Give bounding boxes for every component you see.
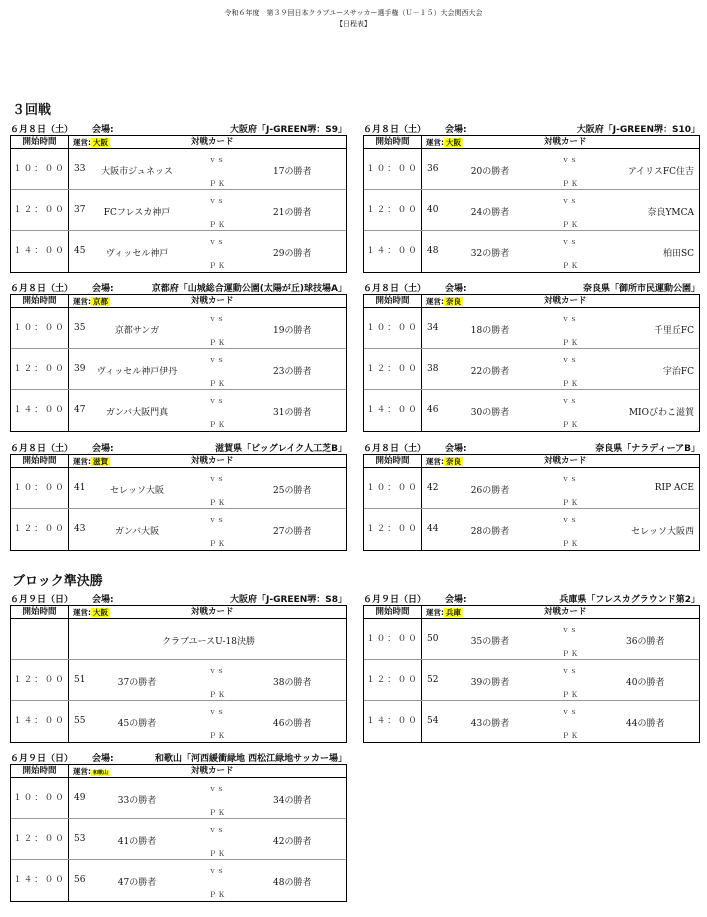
- operator-badge: 大阪: [93, 608, 108, 617]
- home-team: 47の勝者: [117, 878, 157, 888]
- away-team: 19の勝者: [273, 326, 312, 336]
- schedule-table: [363, 136, 700, 273]
- match-date: ６月９日（日）: [10, 595, 74, 605]
- venue-label: 会場:: [92, 125, 114, 135]
- document-title: 令和６年度 第３９回日本クラブユースサッカー選手権（Ｕ－１５）大会関西大会: [224, 9, 483, 17]
- away-team: 柏田SC: [662, 249, 694, 259]
- schedule-table: [10, 295, 347, 432]
- match-card-header: 対戦カード: [191, 607, 234, 617]
- table-row: [364, 619, 699, 660]
- kickoff-time: １４：００: [364, 231, 422, 272]
- table-row: [364, 390, 699, 431]
- table-row: [364, 308, 699, 349]
- table-row: [11, 860, 346, 901]
- pk-label: ＰＫ: [209, 809, 227, 817]
- vs-label: ｖｓ: [562, 315, 578, 323]
- schedule-table: [363, 455, 700, 551]
- start-time-header: 開始時間: [364, 295, 422, 308]
- venue-name: 大阪府「J-GREEN堺：S9」: [230, 125, 347, 135]
- away-team: 36の勝者: [626, 637, 665, 647]
- table-row: [11, 619, 346, 660]
- home-team: ガンバ大阪門真: [105, 408, 169, 418]
- vs-label: ｖｓ: [209, 197, 225, 205]
- match-number: 52: [427, 675, 439, 685]
- schedule-table: [10, 455, 347, 551]
- table-row: [364, 701, 699, 742]
- block-header: [10, 753, 347, 765]
- match-number: 50: [427, 634, 439, 644]
- home-team: 30の勝者: [470, 408, 510, 418]
- operator-label: 運営:: [426, 138, 444, 147]
- kickoff-time: １０：００: [364, 308, 422, 348]
- match-number: 46: [427, 405, 439, 415]
- away-team: 29の勝者: [273, 249, 312, 259]
- schedule-table: [10, 606, 347, 743]
- kickoff-time: １２：００: [11, 190, 69, 230]
- document-header: [0, 8, 707, 30]
- pk-label: ＰＫ: [209, 221, 227, 229]
- block-header: [10, 594, 347, 606]
- kickoff-time: １０：００: [11, 149, 69, 189]
- match-card-header: 対戦カード: [191, 296, 234, 306]
- away-team: 25の勝者: [273, 486, 312, 496]
- away-team: 46の勝者: [273, 719, 312, 729]
- operator-badge: 京都: [93, 297, 108, 306]
- pk-label: ＰＫ: [562, 650, 580, 658]
- table-row: [11, 468, 346, 509]
- table-row: [11, 149, 346, 190]
- vs-label: ｖｓ: [209, 156, 225, 164]
- operator-label: 運営:: [73, 138, 91, 147]
- match-number: 40: [427, 205, 439, 215]
- row-note: クラブユースU-18決勝: [161, 637, 256, 647]
- section-block-semis-title: ブロック準決勝: [12, 574, 103, 589]
- match-number: 39: [74, 364, 86, 374]
- pk-label: ＰＫ: [209, 262, 227, 270]
- venue-label: 会場:: [92, 284, 114, 294]
- kickoff-time: １２：００: [364, 190, 422, 230]
- match-date: ６月８日（土）: [363, 444, 427, 454]
- pk-label: ＰＫ: [209, 499, 227, 507]
- vs-label: ｖｓ: [562, 708, 578, 716]
- pk-label: ＰＫ: [562, 339, 580, 347]
- operator-badge: 滋賀: [93, 457, 108, 466]
- kickoff-time: １０：００: [364, 468, 422, 508]
- start-time-header: 開始時間: [11, 765, 69, 778]
- venue-label: 会場:: [92, 595, 114, 605]
- operator-label: 運営:: [73, 297, 91, 306]
- vs-label: ｖｓ: [209, 475, 225, 483]
- table-column-header: [11, 136, 346, 149]
- table-column-header: [11, 606, 346, 619]
- vs-label: ｖｓ: [209, 785, 225, 793]
- match-card-header: 対戦カード: [544, 296, 587, 306]
- venue-label: 会場:: [92, 754, 114, 764]
- home-team: 35の勝者: [470, 637, 510, 647]
- away-team: 44の勝者: [626, 719, 665, 729]
- home-team: 24の勝者: [470, 208, 510, 218]
- match-date: ６月８日（土）: [363, 125, 427, 135]
- vs-label: ｖｓ: [562, 156, 578, 164]
- home-team: 43の勝者: [470, 719, 510, 729]
- match-card-header: 対戦カード: [544, 137, 587, 147]
- venue-label: 会場:: [445, 284, 467, 294]
- kickoff-time: １４：００: [11, 701, 69, 742]
- away-team: 42の勝者: [273, 837, 312, 847]
- pk-label: ＰＫ: [209, 180, 227, 188]
- match-number: 45: [74, 246, 86, 256]
- away-team: 23の勝者: [273, 367, 312, 377]
- operator-cell: [73, 455, 110, 468]
- away-team: 40の勝者: [626, 678, 665, 688]
- operator-cell: [73, 136, 110, 149]
- kickoff-time: １０：００: [11, 308, 69, 348]
- schedule-block: [363, 443, 700, 551]
- table-row: [364, 468, 699, 509]
- home-team: 22の勝者: [470, 367, 510, 377]
- table-row: [11, 819, 346, 860]
- home-team: セレッソ大阪: [110, 486, 164, 496]
- start-time-header: 開始時間: [364, 136, 422, 149]
- home-team: ヴィッセル神戸伊丹: [96, 367, 178, 377]
- away-team: 27の勝者: [273, 527, 312, 537]
- schedule-block: [363, 594, 700, 743]
- away-team: セレッソ大阪西: [631, 527, 694, 537]
- table-column-header: [11, 295, 346, 308]
- match-number: 42: [427, 483, 439, 493]
- kickoff-time: １２：００: [11, 349, 69, 389]
- kickoff-time: １２：００: [364, 660, 422, 700]
- schedule-block: [363, 283, 700, 432]
- operator-label: 運営:: [73, 608, 91, 617]
- pk-label: ＰＫ: [209, 732, 227, 740]
- away-team: 38の勝者: [273, 678, 312, 688]
- home-team: 京都サンガ: [114, 326, 160, 336]
- document-subtitle: 【日程表】: [336, 20, 371, 28]
- operator-badge: 大阪: [93, 138, 108, 147]
- table-row: [11, 701, 346, 742]
- table-row: [11, 509, 346, 550]
- operator-cell: [426, 136, 463, 149]
- vs-label: ｖｓ: [209, 356, 225, 364]
- table-column-header: [11, 765, 346, 778]
- home-team: ガンバ大阪: [114, 527, 160, 537]
- table-column-header: [364, 606, 699, 619]
- away-team: 31の勝者: [273, 408, 312, 418]
- table-row: [364, 349, 699, 390]
- home-team: FCフレスカ神戸: [103, 208, 171, 218]
- vs-label: ｖｓ: [562, 516, 578, 524]
- schedule-block: [10, 594, 347, 743]
- vs-label: ｖｓ: [562, 626, 578, 634]
- vs-label: ｖｓ: [562, 475, 578, 483]
- venue-label: 会場:: [445, 595, 467, 605]
- match-number: 47: [74, 405, 86, 415]
- pk-label: ＰＫ: [562, 421, 580, 429]
- pk-label: ＰＫ: [209, 850, 227, 858]
- operator-badge: 和歌山: [93, 770, 109, 776]
- table-row: [11, 190, 346, 231]
- home-team: 32の勝者: [470, 249, 510, 259]
- operator-cell: [73, 295, 110, 308]
- schedule-block: [10, 753, 347, 902]
- operator-label: 運営:: [426, 608, 444, 617]
- vs-label: ｖｓ: [209, 867, 225, 875]
- pk-label: ＰＫ: [562, 499, 580, 507]
- match-number: 53: [74, 834, 86, 844]
- match-number: 41: [74, 483, 86, 493]
- match-date: ６月９日（日）: [10, 754, 74, 764]
- vs-label: ｖｓ: [209, 516, 225, 524]
- vs-label: ｖｓ: [562, 356, 578, 364]
- kickoff-time: １０：００: [11, 778, 69, 818]
- match-number: 35: [74, 323, 86, 333]
- venue-name: 大阪府「J-GREEN堺：S10」: [576, 125, 700, 135]
- match-number: 44: [427, 524, 439, 534]
- away-team: 21の勝者: [273, 208, 312, 218]
- match-number: 36: [427, 164, 439, 174]
- match-date: ６月８日（土）: [363, 284, 427, 294]
- match-date: ６月９日（日）: [363, 595, 427, 605]
- operator-badge: 大阪: [446, 138, 461, 147]
- pk-label: ＰＫ: [209, 380, 227, 388]
- match-date: ６月８日（土）: [10, 284, 74, 294]
- kickoff-time: １４：００: [364, 701, 422, 742]
- away-team: 17の勝者: [273, 167, 312, 177]
- venue-name: 滋賀県「ビッグレイク人工芝B」: [215, 444, 347, 454]
- pk-label: ＰＫ: [562, 380, 580, 388]
- venue-name: 和歌山「河西緩衝緑地 西松江緑地サッカー場」: [155, 754, 347, 764]
- match-card-header: 対戦カード: [544, 607, 587, 617]
- schedule-block: [10, 283, 347, 432]
- start-time-header: 開始時間: [11, 606, 69, 619]
- kickoff-time: １０：００: [364, 619, 422, 659]
- home-team: ヴィッセル神戸: [105, 249, 169, 259]
- table-row: [11, 231, 346, 272]
- match-number: 37: [74, 205, 86, 215]
- match-number: 56: [74, 875, 86, 885]
- operator-cell: [73, 606, 110, 619]
- pk-label: ＰＫ: [562, 540, 580, 548]
- match-number: 34: [427, 323, 439, 333]
- venue-name: 兵庫県「フレスカグラウンド第2」: [559, 595, 700, 605]
- match-date: ６月８日（土）: [10, 125, 74, 135]
- vs-label: ｖｓ: [209, 667, 225, 675]
- operator-label: 運営:: [73, 457, 91, 466]
- venue-name: 大阪府「J-GREEN堺：S8」: [230, 595, 347, 605]
- operator-badge: 奈良: [446, 297, 461, 306]
- home-team: 28の勝者: [470, 527, 510, 537]
- vs-label: ｖｓ: [209, 826, 225, 834]
- pk-label: ＰＫ: [209, 540, 227, 548]
- match-card-header: 対戦カード: [191, 137, 234, 147]
- vs-label: ｖｓ: [209, 708, 225, 716]
- kickoff-time: １２：００: [364, 349, 422, 389]
- away-team: 奈良YMCA: [647, 208, 694, 218]
- pk-label: ＰＫ: [209, 691, 227, 699]
- schedule-table: [10, 765, 347, 902]
- kickoff-time: １０：００: [364, 149, 422, 189]
- table-column-header: [364, 455, 699, 468]
- pk-label: ＰＫ: [562, 691, 580, 699]
- match-number: 54: [427, 716, 439, 726]
- start-time-header: 開始時間: [11, 295, 69, 308]
- kickoff-time: １４：００: [11, 231, 69, 272]
- table-row: [364, 231, 699, 272]
- pk-label: ＰＫ: [209, 421, 227, 429]
- kickoff-time: １０：００: [11, 468, 69, 508]
- away-team: 宇治FC: [662, 367, 694, 377]
- table-column-header: [364, 136, 699, 149]
- schedule-block: [10, 124, 347, 273]
- kickoff-time: １２：００: [11, 660, 69, 700]
- match-number: 43: [74, 524, 86, 534]
- venue-label: 会場:: [445, 125, 467, 135]
- pk-label: ＰＫ: [562, 732, 580, 740]
- block-header: [363, 594, 700, 606]
- vs-label: ｖｓ: [209, 397, 225, 405]
- away-team: 48の勝者: [273, 878, 312, 888]
- away-team: RIP ACE: [654, 483, 694, 493]
- home-team: 18の勝者: [470, 326, 510, 336]
- pk-label: ＰＫ: [562, 180, 580, 188]
- kickoff-time: １４：００: [364, 390, 422, 431]
- kickoff-time: １２：００: [11, 509, 69, 550]
- match-number: 51: [74, 675, 86, 685]
- kickoff-time: [11, 619, 69, 659]
- match-number: 33: [74, 164, 86, 174]
- start-time-header: 開始時間: [11, 136, 69, 149]
- vs-label: ｖｓ: [562, 667, 578, 675]
- schedule-block: [363, 124, 700, 273]
- block-header: [363, 283, 700, 295]
- pk-label: ＰＫ: [562, 221, 580, 229]
- operator-cell: [426, 606, 463, 619]
- table-row: [364, 509, 699, 550]
- venue-name: 奈良県「ナラディーアB」: [595, 444, 700, 454]
- match-number: 38: [427, 364, 439, 374]
- home-team: 39の勝者: [470, 678, 510, 688]
- schedule-table: [10, 136, 347, 273]
- match-number: 48: [427, 246, 439, 256]
- table-column-header: [11, 455, 346, 468]
- schedule-table: [363, 295, 700, 432]
- table-row: [11, 308, 346, 349]
- vs-label: ｖｓ: [562, 197, 578, 205]
- table-row: [11, 390, 346, 431]
- home-team: 45の勝者: [117, 719, 157, 729]
- home-team: 41の勝者: [117, 837, 157, 847]
- match-card-header: 対戦カード: [191, 456, 234, 466]
- match-date: ６月８日（土）: [10, 444, 74, 454]
- venue-label: 会場:: [445, 444, 467, 454]
- vs-label: ｖｓ: [209, 315, 225, 323]
- home-team: 37の勝者: [117, 678, 157, 688]
- operator-badge: 奈良: [446, 457, 461, 466]
- home-team: 大阪市ジュネッス: [101, 167, 173, 177]
- operator-label: 運営:: [73, 767, 91, 776]
- vs-label: ｖｓ: [209, 238, 225, 246]
- venue-name: 奈良県「御所市民運動公園」: [582, 284, 700, 294]
- home-team: 33の勝者: [117, 796, 157, 806]
- match-number: 55: [74, 716, 86, 726]
- pk-label: ＰＫ: [209, 339, 227, 347]
- section-round3-title: ３回戦: [12, 103, 52, 118]
- table-column-header: [364, 295, 699, 308]
- block-header: [10, 283, 347, 295]
- operator-cell: [426, 455, 463, 468]
- block-header: [10, 443, 347, 455]
- match-card-header: 対戦カード: [191, 766, 234, 776]
- table-row: [11, 349, 346, 390]
- kickoff-time: １２：００: [364, 509, 422, 550]
- table-row: [364, 149, 699, 190]
- schedule-table: [363, 606, 700, 743]
- operator-label: 運営:: [426, 297, 444, 306]
- block-header: [363, 443, 700, 455]
- venue-name: 京都府「山城総合運動公園(太陽が丘)球技場A」: [151, 284, 347, 294]
- vs-label: ｖｓ: [562, 238, 578, 246]
- operator-badge: 兵庫: [446, 608, 461, 617]
- pk-label: ＰＫ: [209, 891, 227, 899]
- start-time-header: 開始時間: [364, 455, 422, 468]
- away-team: 34の勝者: [273, 796, 312, 806]
- match-card-header: 対戦カード: [544, 456, 587, 466]
- vs-label: ｖｓ: [562, 397, 578, 405]
- kickoff-time: １４：００: [11, 860, 69, 901]
- home-team: 20の勝者: [470, 167, 510, 177]
- table-row: [11, 778, 346, 819]
- start-time-header: 開始時間: [364, 606, 422, 619]
- table-row: [364, 660, 699, 701]
- block-header: [363, 124, 700, 136]
- operator-label: 運営:: [426, 457, 444, 466]
- pk-label: ＰＫ: [562, 262, 580, 270]
- table-row: [364, 190, 699, 231]
- venue-label: 会場:: [92, 444, 114, 454]
- block-header: [10, 124, 347, 136]
- away-team: アイリスFC住吉: [627, 167, 694, 177]
- kickoff-time: １２：００: [11, 819, 69, 859]
- kickoff-time: １４：００: [11, 390, 69, 431]
- schedule-block: [10, 443, 347, 551]
- away-team: MIOびわこ滋賀: [628, 408, 694, 418]
- start-time-header: 開始時間: [11, 455, 69, 468]
- operator-cell: [426, 295, 463, 308]
- away-team: 千里丘FC: [653, 326, 694, 336]
- home-team: 26の勝者: [470, 486, 510, 496]
- table-row: [11, 660, 346, 701]
- match-number: 49: [74, 793, 86, 803]
